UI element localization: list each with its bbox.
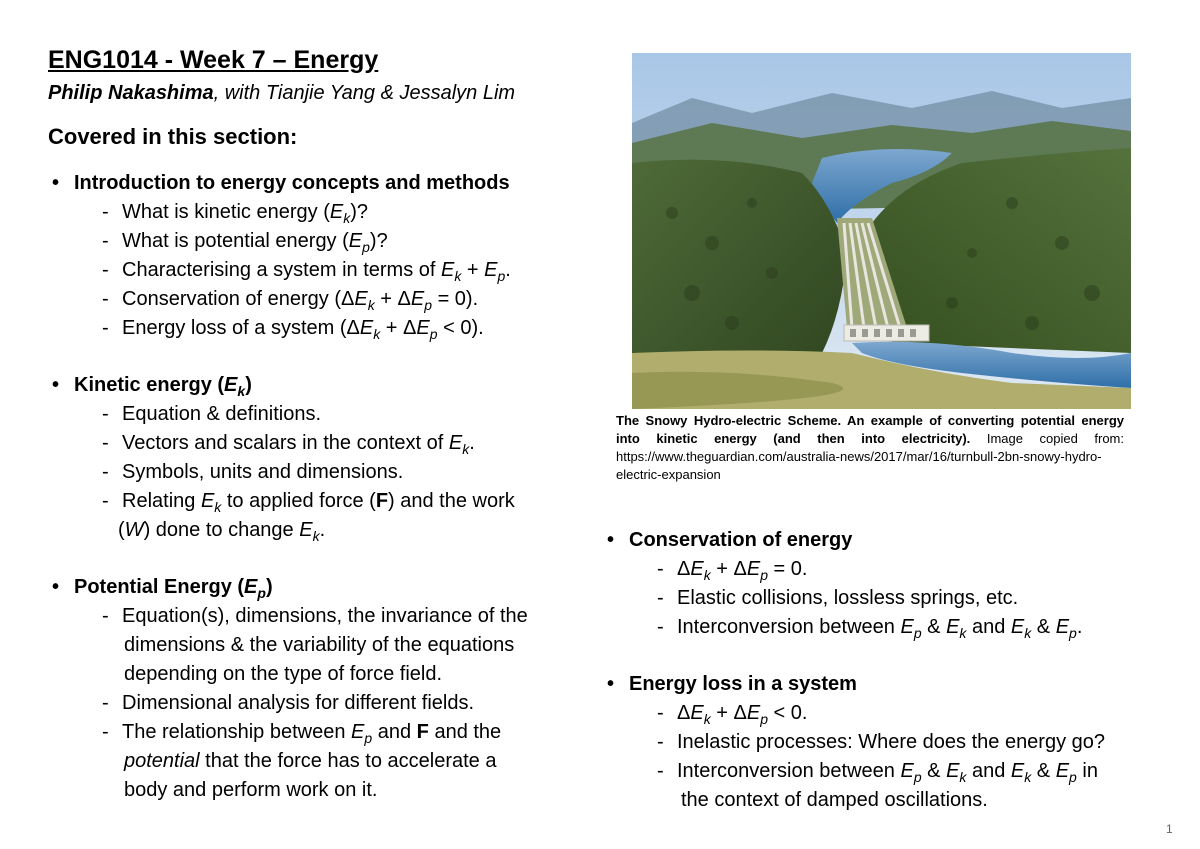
potential-item-continued: depending on the type of force field.	[124, 663, 443, 685]
kinetic-item: - Relating $E_k$ to applied force (F) and the work	[102, 490, 515, 515]
snowy-hydro-photo	[632, 53, 1131, 409]
covered-heading: Covered in this section:	[48, 124, 298, 149]
kinetic-item: - Equation & definitions.	[102, 403, 322, 425]
caption-bold: The Snowy Hydro-electric Scheme. An example of converting potential energy into kinetic energy (and then into electricity).	[616, 413, 1124, 446]
image-caption	[616, 412, 1124, 484]
intro-item: - What is potential energy $(E_p)$?	[102, 230, 388, 255]
kinetic-item-continued: (W) done to change $E_k$.	[118, 519, 326, 544]
conservation-item: - $\Delta E_k + \Delta E_p = 0$.	[657, 558, 808, 583]
kinetic-item: - Vectors and scalars in the context of $E_k$.	[102, 432, 475, 457]
potential-heading: • Potential Energy $(E_p)$	[52, 576, 273, 601]
intro-item: - Conservation of energy $(\Delta E_k + \Delta E_p = 0)$.	[102, 288, 479, 313]
caption-source: Image copied from: https://www.theguardian.com/australia-news/2017/mar/16/turnbull-2bn-snowy-hydro-electric-expansion	[616, 431, 1125, 482]
potential-item: - Dimensional analysis for different fields.	[102, 692, 475, 714]
loss-item: - Interconversion between $E_p$ & $E_k$ and $E_k$ & $E_p$ in	[657, 760, 1098, 785]
loss-heading: • Energy loss in a system	[607, 673, 857, 695]
page-title: ENG1014 - Week 7 – Energy	[48, 46, 379, 74]
potential-item-continued: dimensions & the variability of the equations	[124, 634, 515, 656]
potential-item-continued: body and perform work on it.	[124, 779, 378, 801]
loss-item: - Inelastic processes: Where does the energy go?	[657, 731, 1106, 753]
potential-item: - The relationship between $E_p$ and F and the	[102, 721, 502, 746]
intro-item: - Characterising a system in terms of $E_k + E_p$.	[102, 259, 511, 284]
kinetic-item: - Symbols, units and dimensions.	[102, 461, 404, 483]
kinetic-heading: • Kinetic energy $(E_k)$	[52, 374, 252, 399]
conservation-heading: • Conservation of energy	[607, 529, 853, 551]
conservation-item: - Elastic collisions, lossless springs, etc.	[657, 587, 1019, 609]
page-number: 1	[1166, 822, 1173, 836]
co-authors: , with Tianjie Yang & Jessalyn Lim	[213, 82, 516, 104]
intro-item: - Energy loss of a system $(\Delta E_k + \Delta E_p < 0)$.	[102, 317, 484, 342]
lead-author: Philip Nakashima	[48, 82, 214, 104]
conservation-item: - Interconversion between $E_p$ & $E_k$ and $E_k$ & $E_p$.	[657, 616, 1083, 641]
loss-item-continued: the context of damped oscillations.	[681, 789, 988, 811]
authors	[48, 82, 515, 105]
potential-item: - Equation(s), dimensions, the invariance of the	[102, 605, 528, 627]
potential-item-continued: potential that the force has to accelerate a	[124, 750, 497, 772]
loss-item: - $\Delta E_k + \Delta E_p < 0$.	[657, 702, 808, 727]
intro-heading: • Introduction to energy concepts and methods	[52, 172, 510, 194]
intro-item: - What is kinetic energy $(E_k)$?	[102, 201, 368, 226]
